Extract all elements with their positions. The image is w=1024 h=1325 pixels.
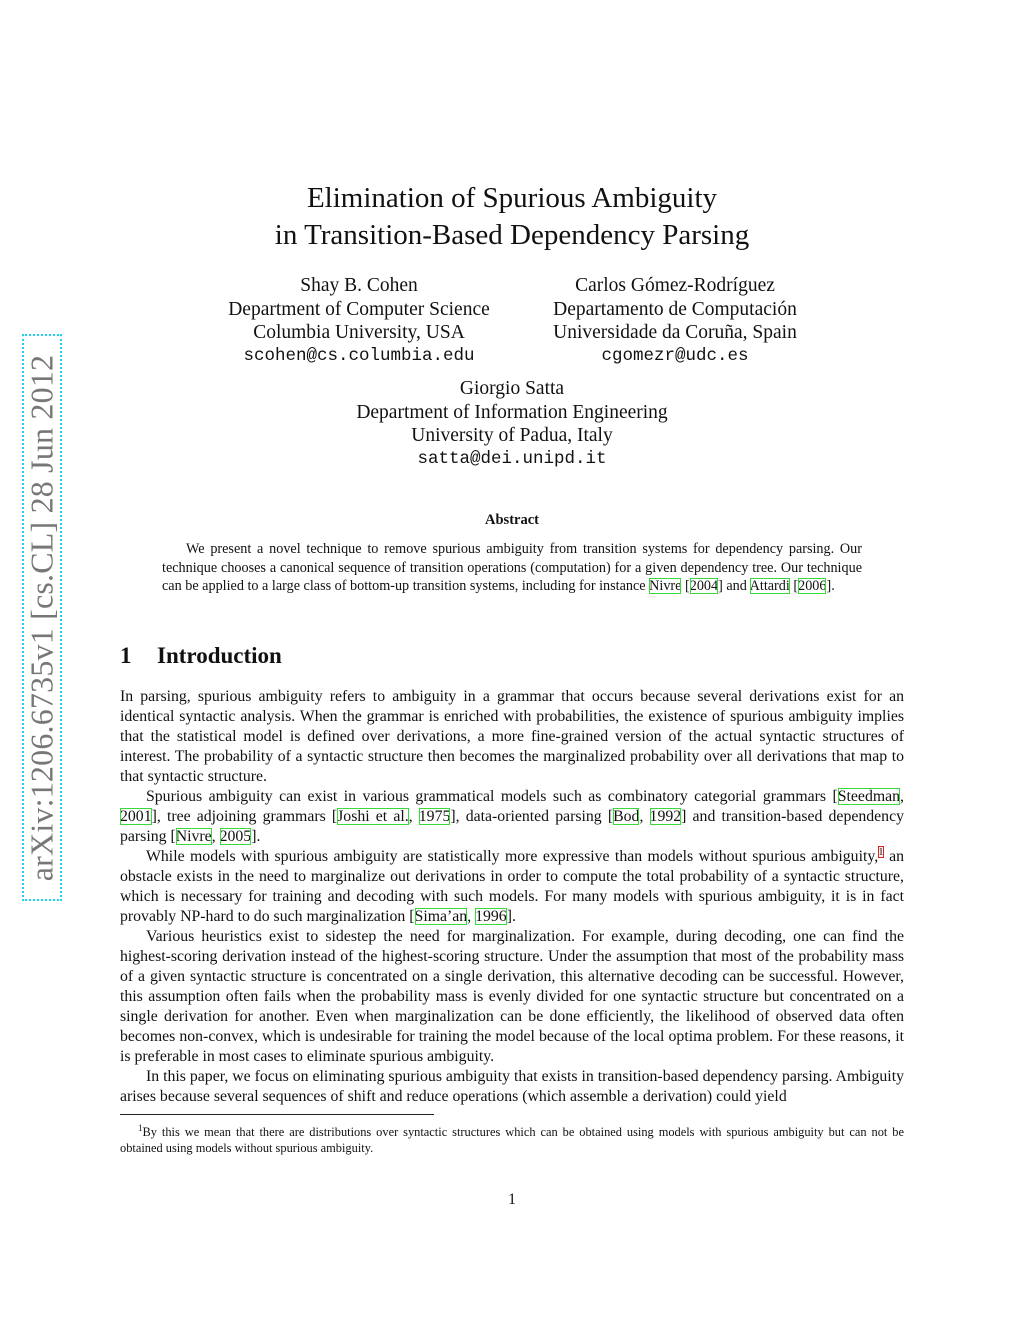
citation-bod-name[interactable]: Bod bbox=[613, 808, 640, 825]
para2-text-3: ], data-oriented parsing [ bbox=[450, 808, 614, 825]
paper-title bbox=[0, 180, 1024, 254]
author-dept: Department of Information Engineering bbox=[356, 401, 668, 423]
paragraph-5: In this paper, we focus on eliminating spurious ambiguity that exists in transition-based dependency parsing. Ambiguity arises because several sequences of shift and reduce operations (which assemble a derivation) could yield bbox=[120, 1068, 904, 1105]
author-block-2 bbox=[530, 274, 820, 368]
paragraph-2: Spurious ambiguity can exist in various grammatical models such as combinatory categorial grammars [Steedman, 2001], tree adjoining grammars [Joshi et al., 1975], data-oriented parsing [Bod, 1992] and transition-based dependency parsing [Nivre, 2005]. bbox=[120, 788, 904, 845]
section-title: Introduction bbox=[157, 643, 282, 668]
author-email: cgomezr@udc.es bbox=[601, 345, 749, 366]
author-institution: Columbia University, USA bbox=[253, 322, 465, 343]
abstract-text: We present a novel technique to remove spurious ambiguity from transition systems for dependency parsing. Our technique chooses a canonical sequence of transition operations (computation) for a given dependency tree. Our technique can be applied to a large class of bottom-up transition systems, including for instance Nivre [2004] and Attardi [2006]. bbox=[162, 541, 862, 594]
para3-text-1: While models with spurious ambiguity are statistically more expressive than models without spurious ambiguity, bbox=[146, 848, 879, 865]
paragraph-3: While models with spurious ambiguity are statistically more expressive than models without spurious ambiguity,$^1$ an obstacle exists in the need to marginalize out derivations in order to compute the total probability of a syntactic structure, which is necessary for training and decoding with such models. For many models with spurious ambiguity, it is in fact provably NP-hard to do such marginalization [Sima’an, 1996]. bbox=[120, 845, 904, 925]
abstract-text-b: ] and bbox=[718, 578, 750, 594]
abstract-heading: Abstract bbox=[485, 512, 539, 528]
author-block-1 bbox=[214, 274, 504, 368]
author-name: Carlos Gómez-Rodríguez bbox=[575, 275, 775, 296]
abstract-text-a: We present a novel technique to remove spurious ambiguity from transition systems for dependency parsing. Our technique chooses a canonical sequence of transition operations (computation) for a given dependency tree. Our technique can be applied to a large class of bottom-up transition systems, including for instance bbox=[162, 541, 862, 594]
para2-text-2: ], tree adjoining grammars [ bbox=[151, 808, 338, 825]
citation-bod-year[interactable]: 1992 bbox=[649, 808, 682, 825]
abstract-text-c: ]. bbox=[826, 578, 835, 594]
author-name: Shay B. Cohen bbox=[300, 275, 418, 296]
section-number: 1 bbox=[120, 643, 132, 668]
citation-steedman-name[interactable]: Steedman bbox=[837, 788, 901, 805]
paragraph-4: Various heuristics exist to sidestep the need for marginalization. For example, during decoding, one can find the highest-scoring derivation instead of the highest-scoring structure. Under the assumption that most of the probability mass of a given syntactic structure is concentrated on a single derivation, this alternative decoding can be successful. However, this assumption often fails when the probability mass is evenly divided for one syntactic structure but concentrated on a single derivation for another. Even when marginalization can be done efficiently, the likelihood of observed data often becomes non-convex, which is undesirable for training the model because of the local optima problem. For these reasons, it is preferable in most cases to eliminate spurious ambiguity. bbox=[120, 928, 904, 1065]
page-number: 1 bbox=[508, 1191, 516, 1208]
citation-nivre-2004-year[interactable]: 2004 bbox=[689, 578, 719, 594]
citation-nivre-2005-name[interactable]: Nivre bbox=[175, 828, 212, 845]
paragraph-1: In parsing, spurious ambiguity refers to ambiguity in a grammar that occurs because several derivations exist for an identical syntactic analysis. When the grammar is enriched with probabilities, the existence of spurious ambiguity implies that the statistical model is defined over derivations, a more fine-grained version of the actual syntactic structures of interest. The probability of a syntactic structure then becomes the marginalized probability over all derivations that map to that syntactic structure. bbox=[120, 688, 904, 785]
author-block-3 bbox=[312, 377, 712, 471]
author-dept: Departamento de Computación bbox=[553, 298, 797, 320]
para2-text-4: ] and transition-based dependency parsing [ bbox=[120, 808, 904, 845]
footnote-rule bbox=[120, 1114, 434, 1115]
author-institution: University of Padua, Italy bbox=[411, 425, 613, 446]
footnote-1 bbox=[120, 1120, 904, 1156]
citation-attardi-2006-year[interactable]: 2006 bbox=[798, 578, 827, 594]
arxiv-stamp-text: arXiv:1206.6735v1 [cs.CL] 28 Jun 2012 bbox=[23, 354, 60, 881]
citation-steedman-year[interactable]: 2001 bbox=[120, 808, 152, 825]
footnote-ref-1[interactable]: 1 bbox=[878, 845, 884, 858]
footnote-text: By this we mean that there are distributions over syntactic structures which can be obtained using models with spurious ambiguity but can not be obtained using models without spurious ambiguity. bbox=[120, 1125, 904, 1156]
citation-nivre-2005-year[interactable]: 2005 bbox=[219, 828, 252, 845]
author-institution: Universidade da Coruña, Spain bbox=[553, 322, 797, 343]
author-email: scohen@cs.columbia.edu bbox=[243, 345, 475, 366]
citation-attardi-2006-name[interactable]: Attardi bbox=[749, 578, 790, 594]
title-line-2: in Transition-Based Dependency Parsing bbox=[274, 219, 750, 251]
citation-joshi-name[interactable]: Joshi et al. bbox=[337, 808, 409, 825]
arxiv-side-stamp[interactable] bbox=[22, 334, 62, 901]
title-line-1: Elimination of Spurious Ambiguity bbox=[306, 182, 718, 214]
footnote-mark: 1 bbox=[138, 1123, 143, 1133]
body-text bbox=[120, 687, 904, 1107]
author-dept: Department of Computer Science bbox=[228, 298, 490, 320]
citation-simaan-name[interactable]: Sima’an bbox=[414, 908, 468, 925]
para2-text-5: ]. bbox=[251, 828, 261, 845]
para3-text-2: an obstacle exists in the need to marginalize out derivations in order to compute the total probability of a syntactic structure, which is necessary for training and decoding with such models. For many models with spurious ambiguity, it is in fact provably NP-hard to do such marginalization [ bbox=[120, 848, 904, 925]
citation-joshi-year[interactable]: 1975 bbox=[418, 808, 451, 825]
author-name: Giorgio Satta bbox=[459, 378, 565, 399]
para2-text-1: Spurious ambiguity can exist in various grammatical models such as combinatory categorial grammars [ bbox=[146, 788, 838, 805]
para3-text-3: ]. bbox=[506, 908, 516, 925]
citation-simaan-year[interactable]: 1996 bbox=[475, 908, 507, 925]
citation-nivre-2004-name[interactable]: Nivre bbox=[649, 578, 682, 594]
section-heading-introduction bbox=[120, 643, 282, 669]
author-email: satta@dei.unipd.it bbox=[417, 448, 607, 469]
